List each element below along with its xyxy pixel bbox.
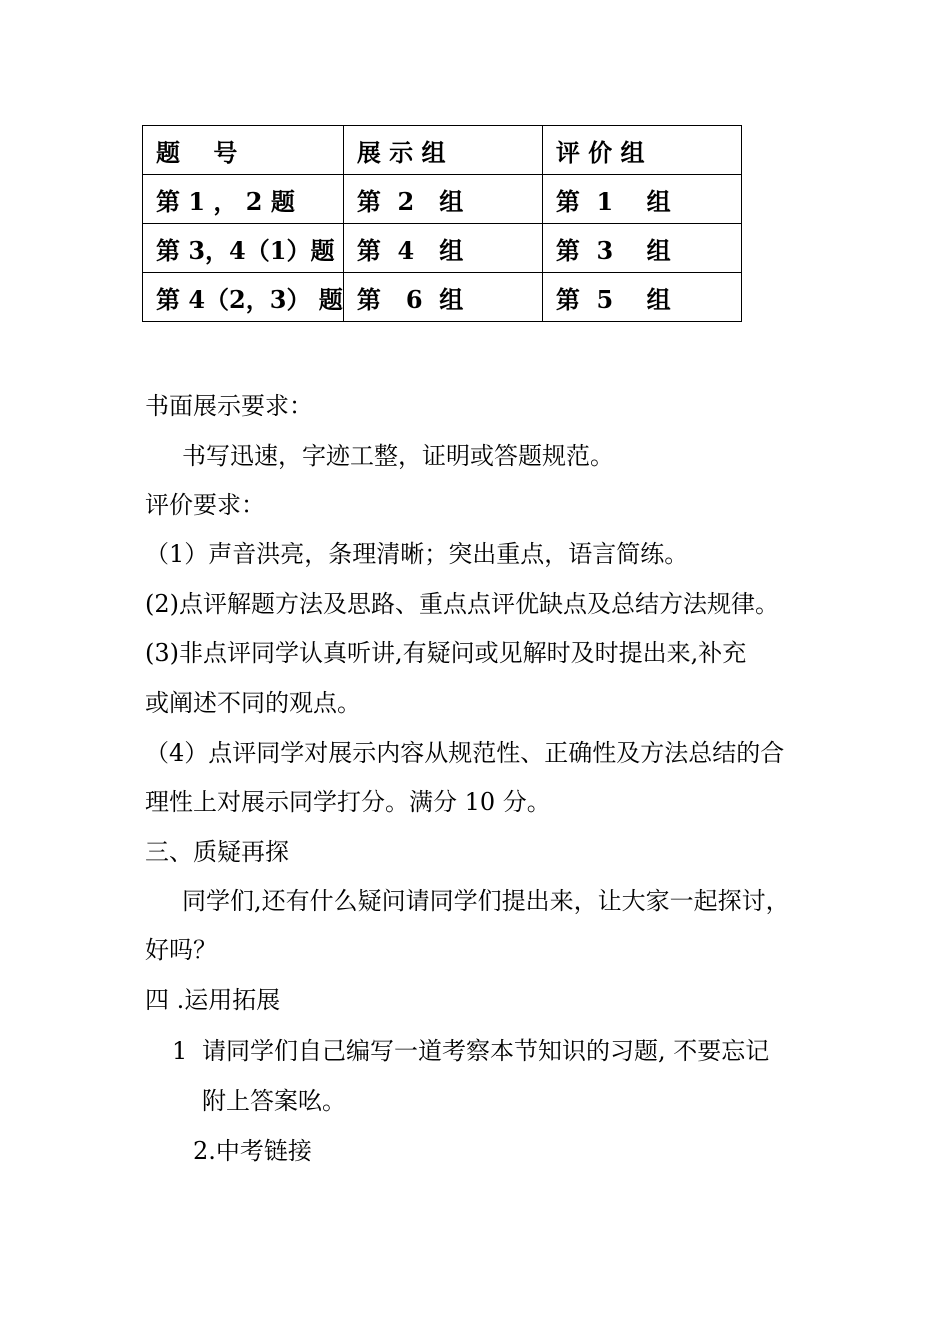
- item-2-text: 2.中考链接: [193, 1137, 312, 1165]
- table-cell: 第 4（2，3） 题: [143, 273, 344, 322]
- written-requirements-heading: 书面展示要求：: [145, 392, 313, 420]
- table-row: [143, 224, 742, 273]
- item-1-number: 1: [172, 1037, 188, 1065]
- evaluation-item-1: （1）声音洪亮，条理清晰；突出重点，语言简练。: [145, 540, 689, 568]
- written-requirements-text: 书写迅速，字迹工整，证明或答题规范。: [182, 442, 614, 470]
- table-header-row: [143, 126, 742, 175]
- table-cell: 第 1 ， 2 题: [143, 175, 344, 224]
- header-display-group: 展 示 组: [343, 126, 542, 175]
- header-question-number: 题 号: [143, 126, 344, 175]
- table-cell: 第 3，4（1）题: [143, 224, 344, 273]
- evaluation-item-3-line1: (3)非点评同学认真听讲,有疑问或见解时及时提出来,补充: [145, 639, 747, 667]
- table-row: [143, 175, 742, 224]
- table-cell: 第 6 组: [343, 273, 542, 322]
- table-cell: 第 3 组: [542, 224, 741, 273]
- section-3-text-line1: 同学们,还有什么疑问请同学们提出来，让大家一起探讨，: [182, 887, 790, 915]
- item-1-text-line2: 附上答案吆。: [202, 1087, 346, 1115]
- table-cell: 第 4 组: [343, 224, 542, 273]
- evaluation-item-4-line1: （4）点评同学对展示内容从规范性、正确性及方法总结的合: [145, 739, 785, 767]
- item-1-text-line1: 请同学们自己编写一道考察本节知识的习题, 不要忘记: [202, 1037, 770, 1065]
- evaluation-item-4-line2: 理性上对展示同学打分。满分 10 分。: [145, 788, 551, 816]
- table-cell: 第 5 组: [542, 273, 741, 322]
- section-4-heading: 四 .运用拓展: [145, 986, 281, 1014]
- table-cell: 第 2 组: [343, 175, 542, 224]
- header-evaluation-group: 评 价 组: [542, 126, 741, 175]
- evaluation-item-3-line2: 或阐述不同的观点。: [145, 689, 361, 717]
- evaluation-item-2: (2)点评解题方法及思路、重点点评优缺点及总结方法规律。: [145, 590, 779, 618]
- section-3-text-line2: 好吗？: [145, 936, 217, 964]
- section-3-heading: 三、质疑再探: [145, 838, 289, 866]
- evaluation-requirements-heading: 评价要求：: [145, 491, 265, 519]
- table-row: [143, 273, 742, 322]
- table-cell: 第 1 组: [542, 175, 741, 224]
- group-assignment-table: [142, 125, 742, 322]
